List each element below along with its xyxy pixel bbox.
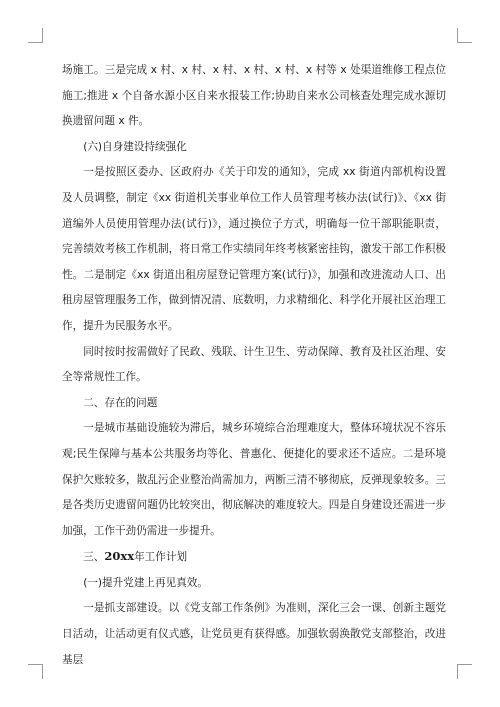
crop-mark-bottom-left: [28, 664, 43, 679]
heading-work-plan-suffix: 年工作计划: [134, 551, 188, 564]
heading-work-plan-year: 20xx: [104, 549, 135, 564]
crop-mark-bottom-right: [457, 664, 472, 679]
crop-mark-top-right: [457, 28, 472, 43]
document-body: [62, 58, 446, 673]
crop-mark-top-left: [28, 28, 43, 43]
heading-work-plan-prefix: 三、: [83, 551, 105, 564]
paragraph-routine-work: 同时按时按需做好了民政、残联、计生卫生、劳动保障、教育及社区治理、安全等常规性工作。: [62, 345, 446, 384]
heading-self-construction: (六)自身建设持续强化: [83, 140, 187, 153]
heading-work-plan: [62, 544, 446, 571]
heading-party-building: (一)提升党建上再见真效。: [83, 576, 208, 589]
paragraph-problems: 一是城市基础设施较为滞后，城乡环境综合治理难度大，整体环境状况不容乐观;民生保障与基本公共服务均等化、普惠化、便捷化的要求还不适应。二是环境保护欠账较多，散乱污企业整治尚需加力，两断三清不够彻底，反弹现象较多。三是各类历史遗留问题仍比较突出，彻底解决的难度较大。四是自身建设还需进一步加强，工作干劲仍需进一步提升。: [62, 422, 446, 537]
heading-existing-problems: 二、存在的问题: [83, 396, 158, 409]
paragraph-branch-building: 一是抓支部建设。以《党支部工作条例》为准则，深化三会一课、创新主题党日活动，让活动更有仪式感，让党员更有获得感。加强软弱涣散党支部整治，改进基层: [62, 602, 446, 666]
paragraph-water-projects: 场施工。三是完成 x 村、x 村、x 村、x 村、x 村、x 村等 x 处渠道维修工程点位施工;推进 x 个自备水源小区自来水报装工作;协助自来水公司核查处理完成水源切换遗留问题 x 件。: [62, 64, 446, 128]
paragraph-institutional-reform: 一是按照区委办、区政府办《关于印发的通知》，完成 xx 街道内部机构设置及人员调整，制定《xx 街道机关事业单位工作人员管理考核办法(试行)》、《xx 街道编外人员使用管理办法(试行)》，通过换位子方式，明确每一位干部职能职责，完善绩效考核工作机制，将日常工作实绩同年终考核紧密挂钩，激发干部工作积极性。二是制定《xx 街道出租房屋登记管理方案(试行)》，加强和改进流动人口、出租房屋管理服务工作，做到情况清、底数明，力求精细化、科学化开展社区治理工作，提升为民服务水平。: [62, 166, 446, 332]
